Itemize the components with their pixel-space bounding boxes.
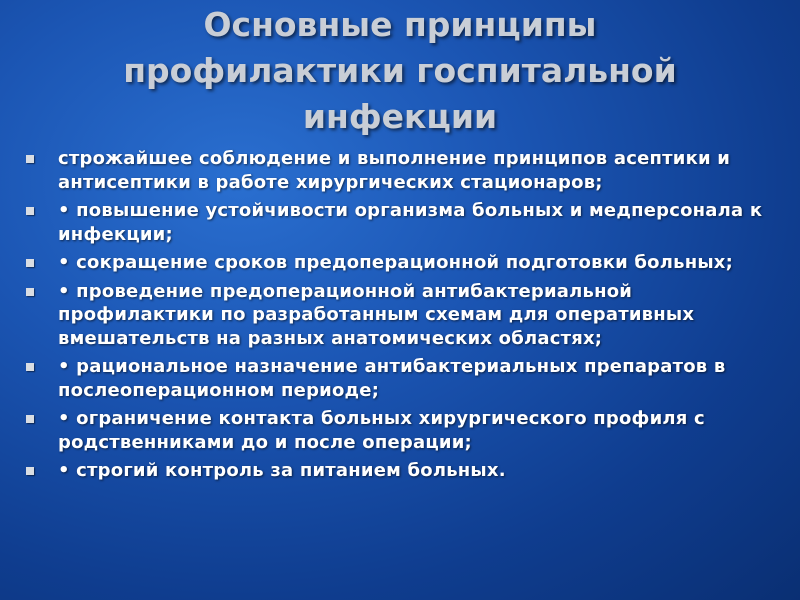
bullet-text: • рациональное назначение антибактериальных препаратов в послеоперационном периоде; xyxy=(58,356,726,401)
square-bullet-icon xyxy=(26,155,34,163)
title-line-3: инфекции xyxy=(302,97,498,136)
square-bullet-icon xyxy=(26,363,34,371)
bullet-text: • ограничение контакта больных хирургического профиля с родственниками до и после операции; xyxy=(58,408,705,453)
square-bullet-icon xyxy=(26,415,34,423)
title-line-1: Основные принципы xyxy=(203,5,597,44)
bullet-item-4 xyxy=(18,280,788,351)
bullet-item-7 xyxy=(18,459,788,483)
slide-title xyxy=(0,0,800,140)
bullet-item-6 xyxy=(18,407,788,454)
bullet-item-5 xyxy=(18,355,788,402)
bullet-list xyxy=(18,147,788,488)
square-bullet-icon xyxy=(26,259,34,267)
bullet-text: • строгий контроль за питанием больных. xyxy=(58,460,506,481)
bullet-text: • повышение устойчивости организма больных и медперсонала к инфекции; xyxy=(58,200,763,245)
bullet-text: • сокращение сроков предоперационной подготовки больных; xyxy=(58,252,734,273)
square-bullet-icon xyxy=(26,207,34,215)
bullet-item-1 xyxy=(18,147,788,194)
title-line-2: профилактики госпитальной xyxy=(123,51,677,90)
bullet-text: строжайшее соблюдение и выполнение принципов асептики и антисептики в работе хирургических стационаров; xyxy=(58,148,731,193)
square-bullet-icon xyxy=(26,467,34,475)
square-bullet-icon xyxy=(26,288,34,296)
bullet-item-3 xyxy=(18,251,788,275)
bullet-text: • проведение предоперационной антибактериальной профилактики по разработанным схемам для оперативных вмешательств на разных анатомических областях; xyxy=(58,280,695,349)
bullet-item-2 xyxy=(18,199,788,246)
